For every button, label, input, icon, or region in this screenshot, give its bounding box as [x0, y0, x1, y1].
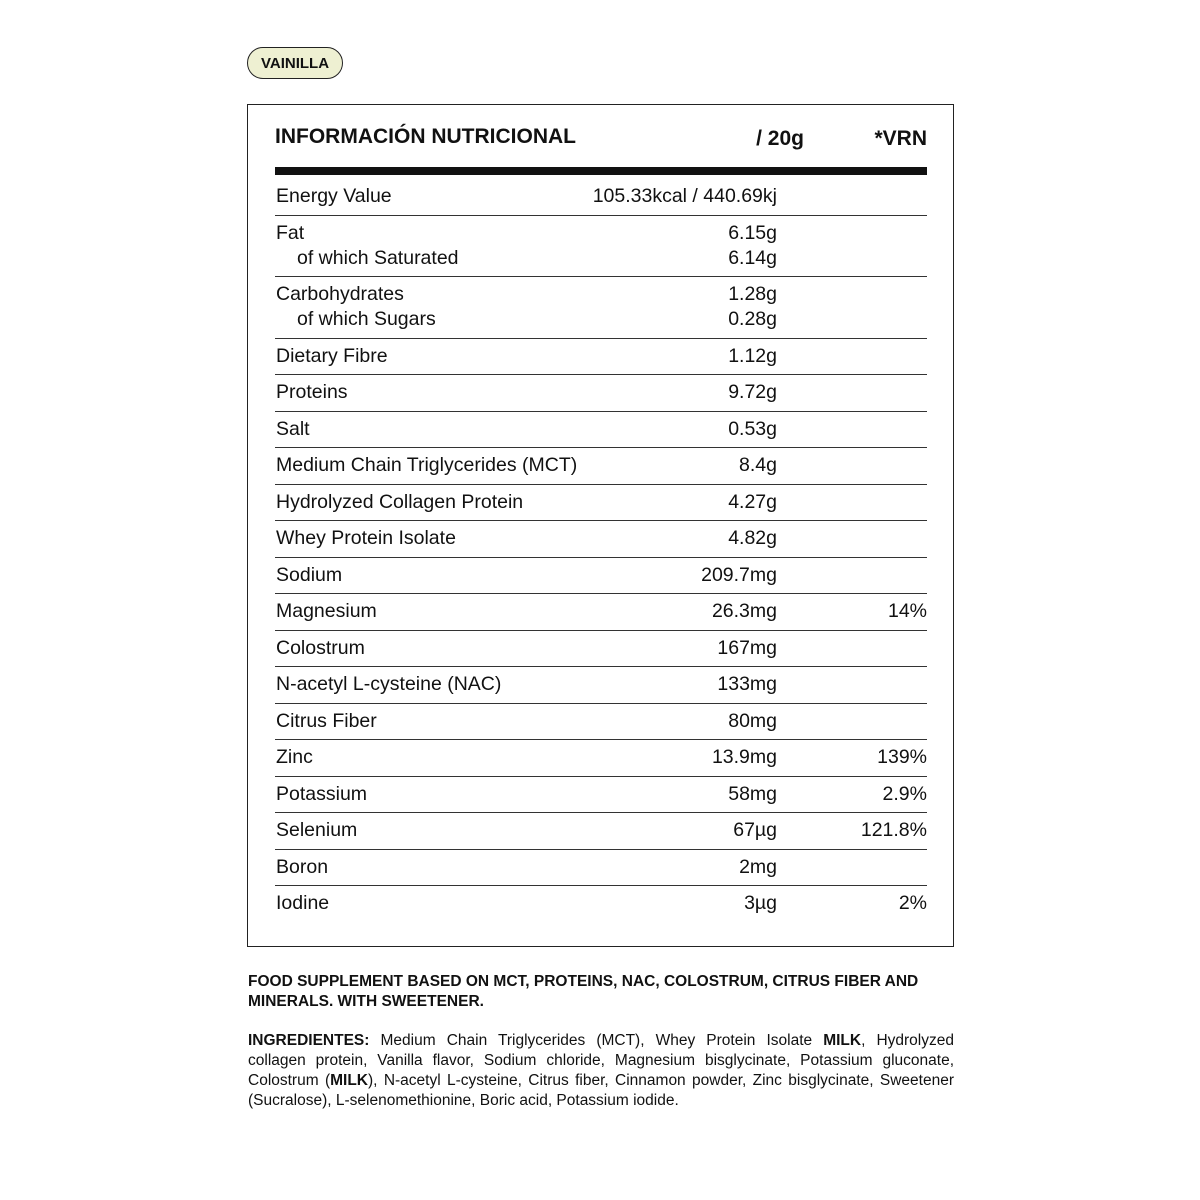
- nutrient-value: 209.7mg: [701, 563, 777, 586]
- nutrient-value: 2mg: [739, 855, 777, 878]
- nutrient-name: of which Sugars: [297, 308, 436, 330]
- nutrient-value: 6.14g: [728, 246, 777, 269]
- nutrient-name: N-acetyl L-cysteine (NAC): [276, 673, 502, 695]
- allergen-text: MILK: [330, 1072, 369, 1089]
- nutrient-value: 67µg: [733, 819, 777, 841]
- nutrition-table: [247, 104, 954, 947]
- nutrient-name: Fat: [276, 221, 305, 244]
- ingredient-text: Medium Chain Triglycerides (MCT), Whey Protein Isolate: [369, 1032, 824, 1049]
- nutrient-value: 80mg: [728, 709, 777, 732]
- nutrient-vrn: 14%: [887, 600, 927, 622]
- table-row: [275, 277, 927, 339]
- serving-size-header: / 20g: [756, 127, 804, 150]
- supplement-note: FOOD SUPPLEMENT BASED ON MCT, PROTEINS, NAC, COLOSTRUM, CITRUS FIBER AND MINERALS. WITH SWEETENER.: [248, 973, 919, 1010]
- nutrient-name: Magnesium: [276, 600, 377, 622]
- nutrient-value: 0.53g: [728, 417, 777, 440]
- nutrient-vrn: 121.8%: [860, 819, 927, 841]
- table-row: [275, 740, 927, 777]
- nutrient-name: of which Saturated: [297, 246, 459, 269]
- nutrient-value: 26.3mg: [711, 600, 777, 622]
- nutrient-value: 58mg: [728, 782, 777, 805]
- table-row: [275, 179, 927, 216]
- nutrition-rows: [275, 179, 927, 923]
- nutrient-value: 8.4g: [739, 454, 777, 476]
- ingredient-text: , Hydrolyzed collagen protein, Vanilla flavor, Sodium chloride, Magnesium bisglycinate, Potassium gluconate, Colostrum (: [248, 1032, 954, 1089]
- ingredients-text: [248, 1031, 954, 1111]
- nutrient-value: 167mg: [717, 636, 777, 659]
- nutrient-value: 4.27g: [728, 490, 777, 513]
- table-header: [275, 125, 927, 155]
- nutrient-value: 0.28g: [728, 308, 777, 330]
- nutrient-name: Energy Value: [276, 185, 392, 207]
- table-row: [275, 448, 927, 485]
- nutrient-name: Boron: [276, 855, 329, 878]
- ingredient-text: ), N-acetyl L-cysteine, Citrus fiber, Cinnamon powder, Zinc bisglycinate, Sweetener (Sucralose), L-selenomethionine, Boric acid, Potassium iodide.: [248, 1072, 954, 1109]
- nutrient-name: Potassium: [276, 782, 368, 805]
- nutrient-name: Hydrolyzed Collagen Protein: [276, 490, 524, 513]
- table-row: [275, 886, 927, 923]
- table-row: [275, 375, 927, 412]
- flavor-badge: VAINILLA: [247, 47, 343, 79]
- nutrient-vrn: 2%: [898, 892, 927, 914]
- header-divider: [275, 167, 927, 175]
- nutrient-name: Selenium: [276, 819, 358, 841]
- nutrient-name: Citrus Fiber: [276, 709, 377, 732]
- table-title: INFORMACIÓN NUTRICIONAL: [275, 125, 576, 148]
- nutrient-value: 1.12g: [728, 344, 777, 367]
- nutrient-value: 1.28g: [728, 283, 777, 305]
- table-row: [275, 521, 927, 558]
- table-row: [275, 704, 927, 741]
- nutrient-value: 133mg: [717, 673, 777, 695]
- nutrient-name: Medium Chain Triglycerides (MCT): [276, 454, 578, 476]
- table-row: [275, 850, 927, 887]
- nutrient-value: 4.82g: [728, 527, 777, 549]
- nutrient-name: Proteins: [276, 381, 348, 403]
- table-row: [275, 339, 927, 376]
- nutrient-name: Zinc: [276, 746, 313, 768]
- table-row: [275, 667, 927, 704]
- nutrient-name: Iodine: [276, 892, 330, 914]
- nutrient-value: 3µg: [744, 892, 777, 914]
- table-row: [275, 631, 927, 668]
- table-row: [275, 777, 927, 814]
- table-row: [275, 558, 927, 595]
- nutrient-vrn: 139%: [877, 746, 927, 768]
- vrn-header: *VRN: [874, 127, 927, 150]
- nutrient-value: 9.72g: [728, 381, 777, 403]
- nutrient-name: Dietary Fibre: [276, 344, 388, 367]
- nutrient-name: Colostrum: [276, 636, 365, 659]
- allergen-text: MILK: [823, 1032, 862, 1049]
- nutrient-name: Carbohydrates: [276, 283, 404, 305]
- ingredients-label: INGREDIENTES:: [248, 1032, 370, 1049]
- table-row: [275, 813, 927, 850]
- table-row: [275, 594, 927, 631]
- nutrient-vrn: 2.9%: [882, 782, 927, 805]
- nutrient-name: Salt: [276, 417, 310, 440]
- nutrient-value: 105.33kcal / 440.69kj: [592, 185, 777, 207]
- table-row: [275, 216, 927, 278]
- nutrient-name: Whey Protein Isolate: [276, 527, 456, 549]
- nutrient-name: Sodium: [276, 563, 343, 586]
- table-row: [275, 485, 927, 522]
- nutrient-value: 13.9mg: [711, 746, 777, 768]
- nutrient-value: 6.15g: [728, 221, 777, 244]
- table-row: [275, 412, 927, 449]
